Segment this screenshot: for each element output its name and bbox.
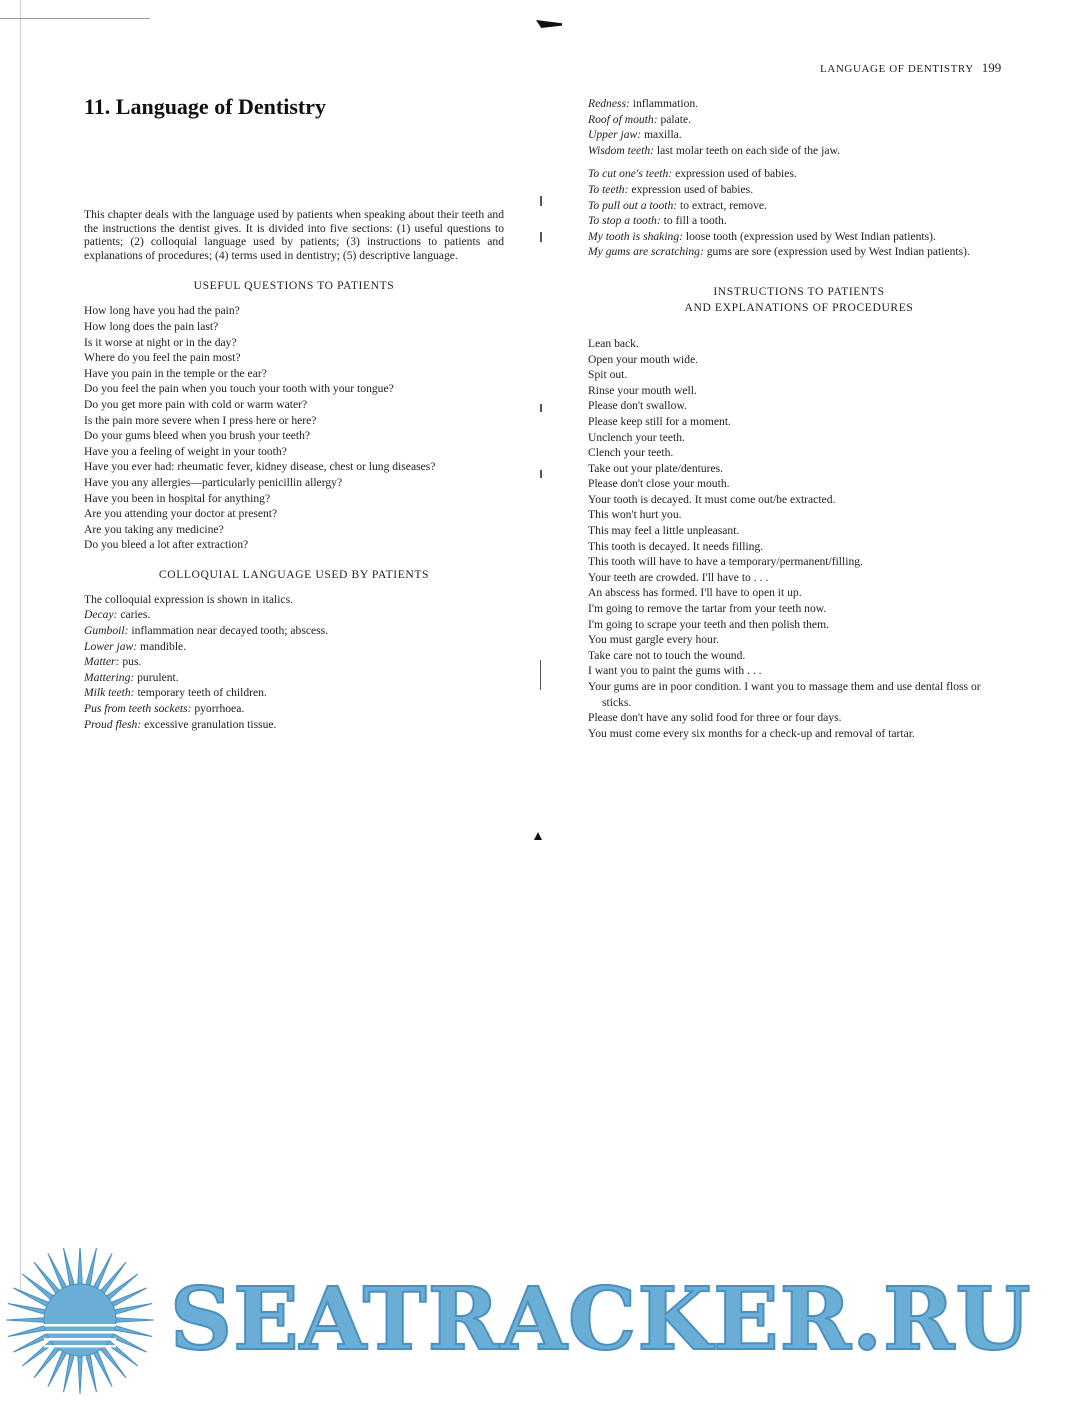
question-item: Have you pain in the temple or the ear? xyxy=(84,366,267,380)
instruction-item: Rinse your mouth well. xyxy=(588,383,697,397)
term-meaning: pyorrhoea. xyxy=(191,702,245,716)
gutter-bottom-mark xyxy=(534,832,542,840)
right-page xyxy=(588,96,1010,741)
sun-ray xyxy=(34,1345,61,1378)
instructions-list xyxy=(588,336,1010,741)
instruction-item: Your teeth are crowded. I'll have to . . . xyxy=(588,570,769,584)
expression-item xyxy=(588,229,1010,245)
expression-item xyxy=(588,198,1010,214)
instruction-item: Please keep still for a moment. xyxy=(588,414,731,428)
instructions-heading-line2: AND EXPLANATIONS OF PROCEDURES xyxy=(684,300,914,314)
colloquial-item xyxy=(84,654,504,670)
term: Pus from teeth sockets: xyxy=(84,702,192,716)
sun-ray xyxy=(78,1354,83,1394)
instruction-item: Open your mouth wide. xyxy=(588,352,699,366)
colloquial-continued-list xyxy=(588,96,1010,158)
term: To pull out a tooth: xyxy=(588,198,678,212)
term: Lower jaw: xyxy=(84,639,138,653)
term-meaning: maxilla. xyxy=(641,128,682,142)
sun-ray xyxy=(114,1318,154,1323)
instruction-item: This tooth will have to have a temporary/permanent/filling. xyxy=(588,555,863,569)
scan-top-line xyxy=(0,18,150,19)
term-meaning: last molar teeth on each side of the jaw. xyxy=(654,143,840,157)
colloquial-item xyxy=(588,112,1010,128)
term-meaning: palate. xyxy=(657,112,692,126)
section-heading-useful-questions: USEFUL QUESTIONS TO PATIENTS xyxy=(193,279,395,293)
useful-questions-list xyxy=(84,303,504,553)
instruction-item: I'm going to scrape your teeth and then polish them. xyxy=(588,617,829,631)
term-meaning: caries. xyxy=(117,608,151,622)
sun-ray xyxy=(113,1304,153,1315)
term: Proud flesh: xyxy=(84,717,142,731)
sun-ray xyxy=(64,1248,75,1288)
term-meaning: gums are sore (expression used by West Indian patients). xyxy=(703,245,970,259)
sun-stripe xyxy=(44,1331,116,1334)
term-meaning: inflammation. xyxy=(629,97,699,110)
sun-ray xyxy=(78,1248,83,1286)
term: Roof of mouth: xyxy=(588,112,658,126)
instructions-heading-line1: INSTRUCTIONS TO PATIENTS xyxy=(713,284,885,298)
instruction-item: I'm going to remove the tartar from your teeth now. xyxy=(588,602,827,616)
expression-item xyxy=(588,182,1010,198)
question-item: Have you a feeling of weight in your tooth? xyxy=(84,444,287,458)
colloquial-item xyxy=(84,717,504,733)
term-meaning: to fill a tooth. xyxy=(660,214,727,228)
section-heading-colloquial: COLLOQUIAL LANGUAGE USED BY PATIENTS xyxy=(158,567,430,581)
colloquial-item xyxy=(84,639,504,655)
instruction-item: Please don't swallow. xyxy=(588,399,687,413)
sun-ray xyxy=(85,1353,96,1393)
question-item: Are you attending your doctor at present? xyxy=(84,507,278,521)
left-page xyxy=(84,92,504,732)
sun-ray xyxy=(64,1353,75,1393)
watermark-text: SEATRACKER.RU xyxy=(170,1269,1032,1370)
question-item: How long have you had the pain? xyxy=(84,304,240,318)
colloquial-item xyxy=(588,143,1010,159)
gutter-mark xyxy=(540,470,542,478)
gutter-top-mark xyxy=(536,20,562,28)
instruction-item: I want you to paint the gums with . . . xyxy=(588,664,762,678)
instruction-item: This tooth is decayed. It needs filling. xyxy=(588,539,764,553)
section-heading-instructions xyxy=(588,284,1010,316)
term: Gumboil: xyxy=(84,624,129,638)
term: To teeth: xyxy=(588,182,629,196)
question-item: Do your gums bleed when you brush your teeth? xyxy=(84,429,311,443)
colloquial-item xyxy=(588,127,1010,143)
term-meaning: mandible. xyxy=(137,639,187,653)
running-head-title: LANGUAGE OF DENTISTRY xyxy=(820,63,974,75)
sun-ray xyxy=(22,1274,55,1301)
term-meaning: loose tooth (expression used by West Indian patients). xyxy=(683,229,936,243)
sun-stripe xyxy=(44,1338,116,1341)
instruction-item: Take care not to touch the wound. xyxy=(588,648,746,662)
question-item: Where do you feel the pain most? xyxy=(84,351,241,365)
instruction-item: Take out your plate/dentures. xyxy=(588,461,724,475)
term-meaning: expression used of babies. xyxy=(672,167,797,181)
instruction-item: Lean back. xyxy=(588,336,639,350)
sun-ray xyxy=(99,1345,126,1378)
intro-paragraph: This chapter deals with the language used by patients when speaking about their teeth and the instructions the dentist gives. It is divided into five sections: (1) useful questions to patients; (2) colloquial language used by patients; (3) instructions to patients and explanations of procedures; (4) terms used in dentistry; (5) descriptive language. xyxy=(84,208,504,262)
term: My gums are scratching: xyxy=(588,245,704,259)
colloquial-item xyxy=(84,685,504,701)
question-item: Do you get more pain with cold or warm water? xyxy=(84,397,308,411)
instruction-item: Please don't have any solid food for three or four days. xyxy=(588,711,842,725)
gutter-mark xyxy=(540,404,542,412)
scan-edge-line xyxy=(20,0,21,1290)
sun-ray xyxy=(6,1318,46,1323)
instruction-item: Your tooth is decayed. It must come out/be extracted. xyxy=(588,492,836,506)
instruction-item: Please don't close your mouth. xyxy=(588,477,730,491)
colloquial-item xyxy=(84,623,504,639)
term: My tooth is shaking: xyxy=(588,229,683,243)
term: Upper jaw: xyxy=(588,128,642,142)
question-item: Are you taking any medicine? xyxy=(84,522,224,536)
sun-ray xyxy=(22,1339,55,1366)
term: Wisdom teeth: xyxy=(588,143,655,157)
instruction-item: This won't hurt you. xyxy=(588,508,682,522)
expression-item xyxy=(588,166,1010,182)
instruction-item: You must come every six months for a check-up and removal of tartar. xyxy=(588,726,915,740)
expression-item xyxy=(588,244,1010,260)
sun-stripe xyxy=(44,1345,116,1348)
instruction-item: Clench your teeth. xyxy=(588,446,674,460)
expressions-list xyxy=(588,166,1010,260)
question-item: How long does the pain last? xyxy=(84,319,219,333)
colloquial-note: The colloquial expression is shown in italics. xyxy=(84,592,293,606)
instruction-item: Your gums are in poor condition. I want you to massage them and use dental floss or sticks. xyxy=(588,680,981,709)
term-meaning: pus. xyxy=(119,655,142,669)
sun-ray xyxy=(34,1262,61,1295)
sun-ray xyxy=(105,1274,138,1301)
sun-ray xyxy=(99,1262,126,1295)
group-gap xyxy=(588,158,1010,166)
term-meaning: temporary teeth of children. xyxy=(134,686,267,700)
instruction-item: Spit out. xyxy=(588,368,628,382)
question-item: Have you been in hospital for anything? xyxy=(84,491,271,505)
term: Decay: xyxy=(84,608,118,622)
sun-ray xyxy=(8,1304,48,1315)
colloquial-item xyxy=(588,96,1010,112)
colloquial-item xyxy=(84,607,504,623)
question-item: Is it worse at night or in the day? xyxy=(84,335,237,349)
sun-ray xyxy=(85,1248,96,1288)
term-meaning: inflammation near decayed tooth; abscess. xyxy=(128,624,329,638)
question-item: Is the pain more severe when I press here or here? xyxy=(84,413,317,427)
term: Mattering: xyxy=(84,670,135,684)
sun-ray xyxy=(8,1325,48,1336)
question-item: Do you feel the pain when you touch your tooth with your tongue? xyxy=(84,382,394,396)
running-head xyxy=(820,60,1001,76)
term-meaning: expression used of babies. xyxy=(628,182,754,196)
term: Redness: xyxy=(588,97,630,110)
term: To cut one's teeth: xyxy=(588,167,673,181)
colloquial-item xyxy=(84,670,504,686)
instruction-item: An abscess has formed. I'll have to open it up. xyxy=(588,586,802,600)
page-number: 199 xyxy=(981,60,1002,75)
instruction-item: Unclench your teeth. xyxy=(588,430,685,444)
gutter-mark xyxy=(540,196,542,206)
sun-ray xyxy=(113,1325,153,1336)
colloquial-note-list xyxy=(84,592,504,608)
question-item: Do you bleed a lot after extraction? xyxy=(84,538,249,552)
gutter-mark xyxy=(540,232,542,242)
question-item: Have you any allergies—particularly penicillin allergy? xyxy=(84,475,343,489)
chapter-title: 11. Language of Dentistry xyxy=(84,94,326,119)
gutter-mark xyxy=(540,660,541,690)
term-meaning: purulent. xyxy=(134,670,179,684)
instruction-item: You must gargle every hour. xyxy=(588,633,719,647)
colloquial-list xyxy=(84,607,504,732)
question-item: Have you ever had: rheumatic fever, kidney disease, chest or lung diseases? xyxy=(84,460,436,474)
sun-stripe xyxy=(44,1324,116,1327)
term-meaning: to extract, remove. xyxy=(677,198,767,212)
colloquial-item xyxy=(84,701,504,717)
term: Milk teeth: xyxy=(84,686,135,700)
expression-item xyxy=(588,213,1010,229)
instruction-item: This may feel a little unpleasant. xyxy=(588,524,740,538)
term: Matter: xyxy=(84,655,120,669)
term-meaning: excessive granulation tissue. xyxy=(141,717,277,731)
sun-ray xyxy=(105,1339,138,1366)
term: To stop a tooth: xyxy=(588,214,661,228)
